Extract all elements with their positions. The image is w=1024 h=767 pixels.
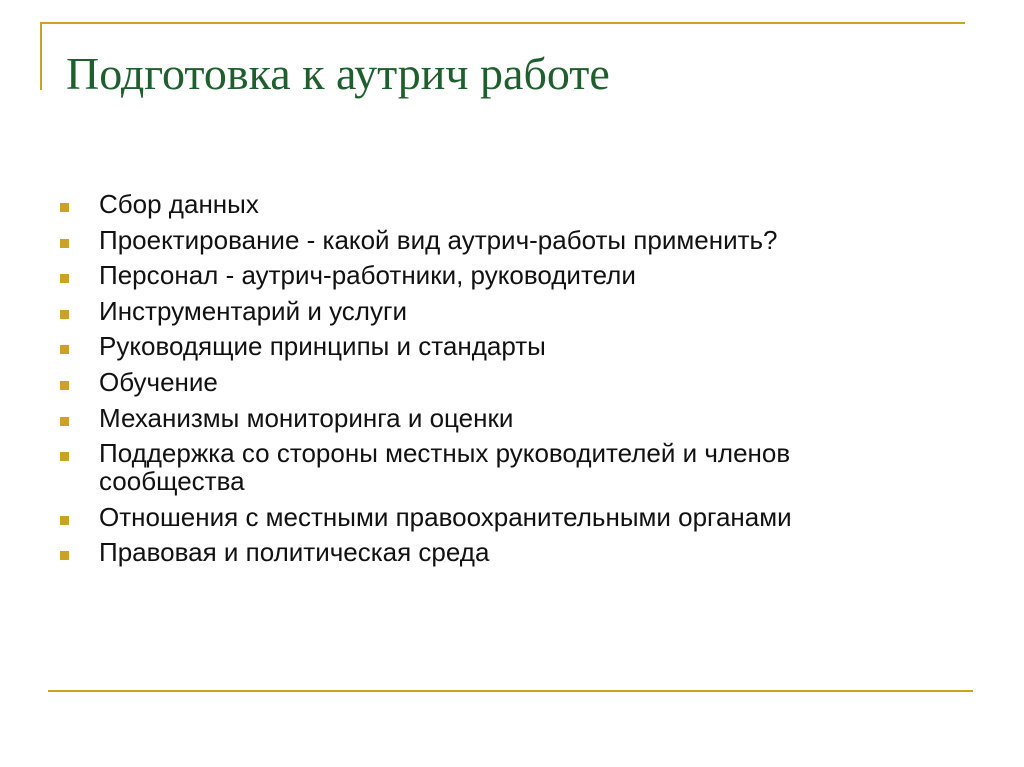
square-bullet-icon (60, 417, 69, 426)
list-item-text: Сбор данных (99, 189, 259, 219)
square-bullet-icon (60, 345, 69, 354)
square-bullet-icon (60, 452, 69, 461)
list-item (60, 439, 940, 495)
list-item-text: Механизмы мониторинга и оценки (99, 402, 514, 433)
list-item (60, 404, 940, 432)
square-bullet-icon (60, 274, 69, 283)
list-item-text: Проектирование - какой вид аутрич-работы применить? (99, 224, 778, 255)
list-item (60, 261, 940, 289)
list-item (60, 538, 940, 566)
list-item (60, 332, 940, 360)
bottom-decorative-rule (48, 690, 973, 692)
square-bullet-icon (60, 381, 69, 390)
square-bullet-icon (60, 551, 69, 560)
list-item-text: Инструментарий и услуги (99, 295, 407, 326)
square-bullet-icon (60, 239, 69, 248)
list-item (60, 297, 940, 325)
list-item (60, 190, 940, 218)
list-item-text: Персонал - аутрич-работники, руководители (99, 260, 636, 291)
list-item-text: Правовая и политическая среда (99, 537, 490, 568)
slide-title: Подготовка к аутрич работе (66, 48, 610, 99)
bullet-list (60, 190, 940, 574)
list-item-text: Поддержка со стороны местных руководителей и членов сообщества (99, 438, 791, 497)
square-bullet-icon (60, 203, 69, 212)
square-bullet-icon (60, 310, 69, 319)
square-bullet-icon (60, 516, 69, 525)
list-item-text: Руководящие принципы и стандарты (99, 331, 546, 362)
list-item-text: Отношения с местными правоохранительными органами (99, 501, 792, 532)
top-decorative-rule (40, 22, 965, 24)
list-item (60, 226, 940, 254)
list-item (60, 503, 940, 531)
left-decorative-rule (40, 22, 42, 90)
list-item (60, 368, 940, 396)
list-item-text: Обучение (99, 366, 218, 397)
